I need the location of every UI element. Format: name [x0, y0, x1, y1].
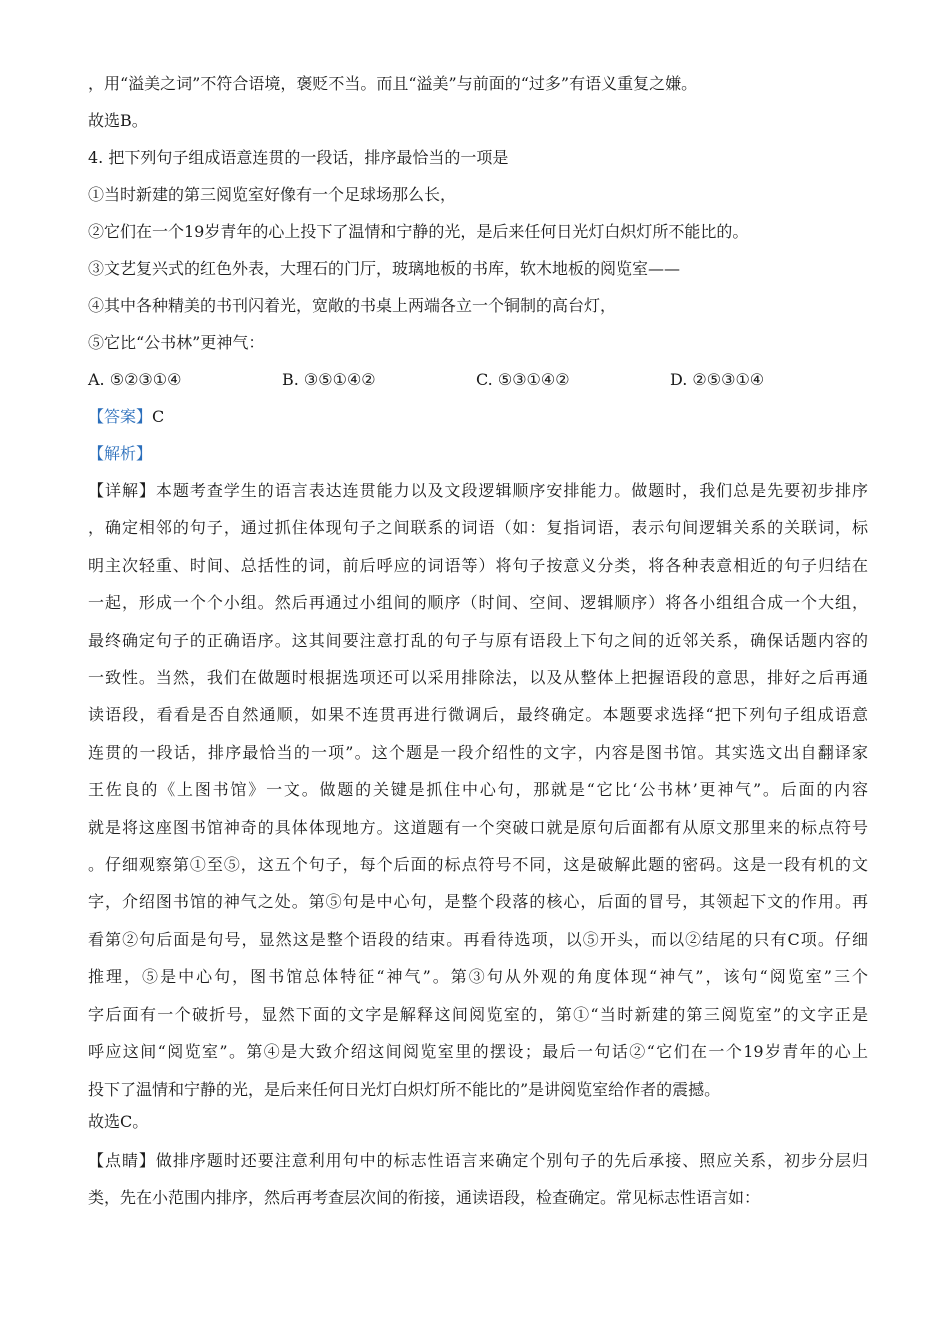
question-sentence-1: ①当时新建的第三阅览室好像有一个足球场那么长， [88, 185, 457, 204]
question-sentence-5: ⑤它比“公书林”更神气： [88, 333, 265, 352]
analysis-conclusion: 故选C。 [88, 1111, 149, 1131]
question-sentence-2: ②它们在一个19岁青年的心上投下了温情和宁静的光，是后来任何日光灯白炽灯所不能比的。 [88, 222, 749, 241]
prev-conclusion: 故选B。 [88, 111, 148, 130]
detail-line: 看第②句后面是句号，显然这是整个语段的结束。再看待选项，以⑤开头，而以②结尾的只有C项。仔细 [88, 929, 868, 949]
detail-line: 字，介绍图书馆的神气之处。第⑤句是中心句，是整个段落的核心，后面的冒号，其领起下文的作用。再 [88, 892, 868, 912]
detail-line: 【详解】本题考查学生的语言表达连贯能力以及文段逻辑顺序安排能力。做题时，我们总是先要初步排序 [88, 481, 868, 500]
option-c: C. ⑤③①④② [476, 370, 570, 389]
detail-line: 明主次轻重、时间、总括性的词，前后呼应的词语等）将句子按意义分类，将各种表意相近的句子归结在 [88, 555, 868, 575]
analysis-heading [88, 444, 868, 464]
detail-line: 读语段，看看是否自然通顺，如果不连贯再进行微调后，最终确定。本题要求选择“把下列句子组成语意 [88, 705, 868, 725]
analysis-tip [88, 1142, 868, 1217]
detail-line: 字后面有一个破折号，显然下面的文字是解释这间阅览室的，第①“当时新建的第三阅览室”的文字正是 [88, 1004, 868, 1024]
detail-line: 一起，形成一个个小组。然后再通过小组间的顺序（时间、空间、逻辑顺序）将各小组组合成一个大组， [88, 593, 868, 613]
analysis-detail [88, 472, 868, 1108]
answer-label: 【答案】 [88, 407, 153, 426]
answer-line [88, 407, 868, 427]
detail-line: 呼应这间“阅览室”。第④是大致介绍这间阅览室里的摆设；最后一句话②“它们在一个19岁青年的心上 [88, 1042, 868, 1062]
option-a: A. ⑤②③①④ [88, 370, 182, 389]
tip-line: 【点睛】做排序题时还要注意利用句中的标志性语言来确定个别句子的先后承接、照应关系，初步分层归 [88, 1150, 868, 1170]
question-sentence-3: ③文艺复兴式的红色外表，大理石的门厅，玻璃地板的书库，软木地板的阅览室—— [88, 259, 681, 278]
detail-line: 王佐良的《上图书馆》一文。做题的关键是抓住中心句，那就是“它比‘公书林’更神气”。后面的内容 [88, 780, 868, 800]
question-stem: 4. 把下列句子组成语意连贯的一段话，排序最恰当的一项是 [88, 148, 509, 167]
detail-line: 。仔细观察第①至⑤，这五个句子，每个后面的标点符号不同，这是破解此题的密码。这是一段有机的文 [88, 855, 868, 875]
question-sentence-4: ④其中各种精美的书刊闪着光，宽敞的书桌上两端各立一个铜制的高台灯， [88, 296, 617, 315]
option-d: D. ②⑤③①④ [670, 370, 765, 389]
answer-value: C [152, 407, 165, 426]
detail-line: 连贯的一段话，排序最恰当的一项”。这个题是一段介绍性的文字，内容是图书馆。其实选文出自翻译家 [88, 742, 868, 762]
detail-line: ，确定相邻的句子，通过抓住体现句子之间联系的词语（如：复指词语，表示句间逻辑关系的关联词，标 [88, 518, 868, 538]
option-b: B. ③⑤①④② [282, 370, 376, 389]
detail-line: 推理，⑤是中心句，图书馆总体特征“神气”。第③句从外观的角度体现“神气”，该句“阅览室”三个 [88, 967, 868, 987]
prev-explanation-line: ，用“溢美之词”不符合语境，褒贬不当。而且“溢美”与前面的“过多”有语义重复之嫌。 [88, 74, 698, 93]
detail-line: 最终确定句子的正确语序。这其间要注意打乱的句子与原有语段上下句之间的近邻关系，确保话题内容的 [88, 630, 868, 650]
analysis-label: 【解析】 [88, 444, 153, 463]
detail-line: 就是将这座图书馆神奇的具体体现地方。这道题有一个突破口就是原句后面都有从原文那里来的标点符号 [88, 817, 868, 837]
tip-line: 类，先在小范围内排序，然后再考查层次间的衔接，通读语段，检查确定。常见标志性语言如： [88, 1188, 761, 1208]
answer-options [88, 370, 868, 390]
detail-line: 投下了温情和宁静的光，是后来任何日光灯白炽灯所不能比的”是讲阅览室给作者的震撼。 [88, 1079, 721, 1099]
detail-line: 一致性。当然，我们在做题时根据选项还可以采用排除法，以及从整体上把握语段的意思，排好之后再通 [88, 668, 868, 688]
document-page [88, 74, 868, 1217]
